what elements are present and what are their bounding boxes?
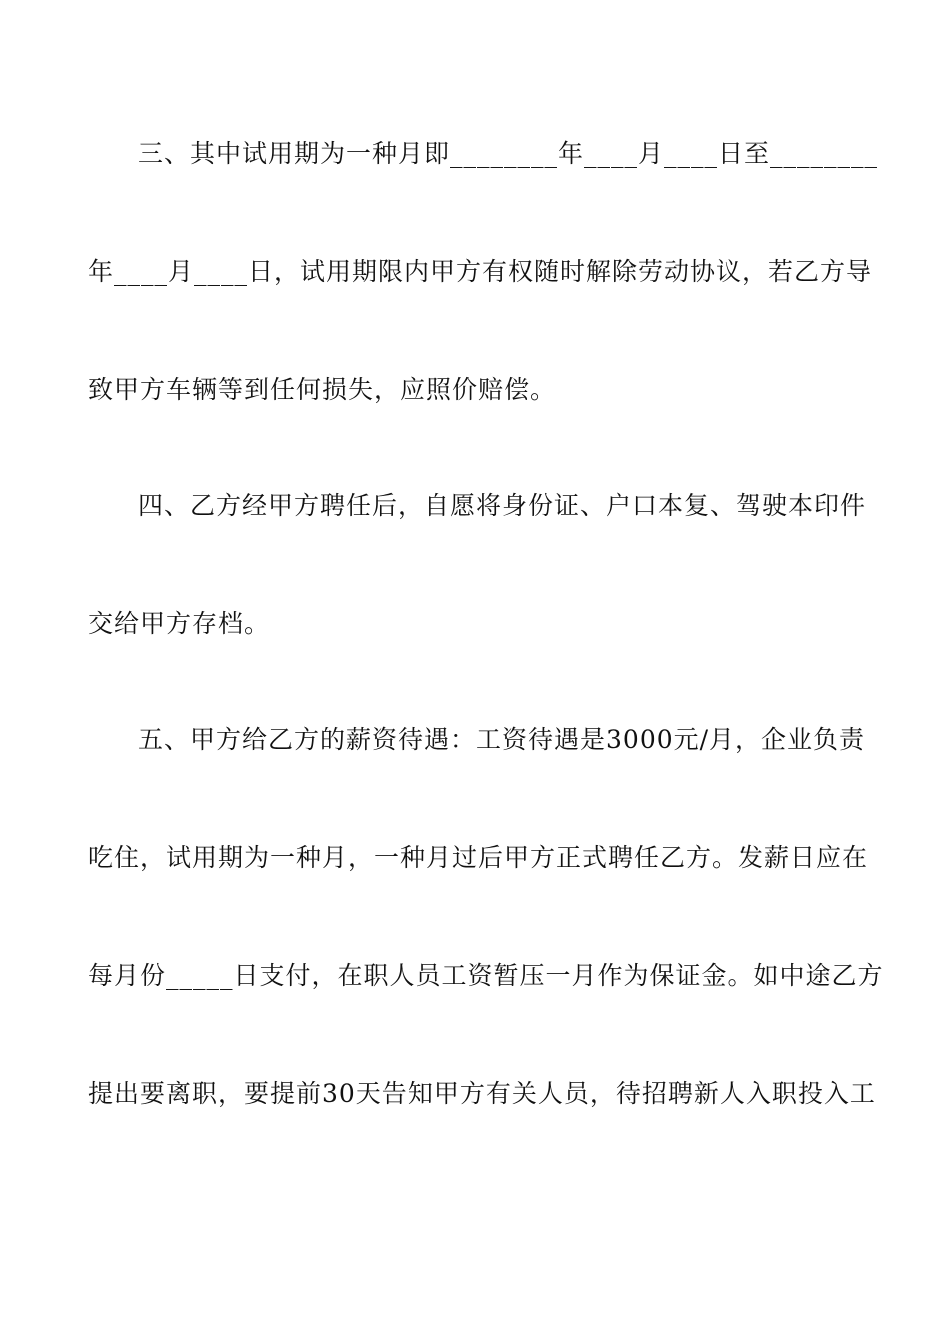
paragraph-5-line-2: 吃住，试用期为一种月，一种月过后甲方正式聘任乙方。发薪日应在 (88, 843, 869, 872)
paragraph-4-line-2: 交给甲方存档。 (88, 609, 271, 638)
paragraph-3-line-1: 三、其中试用期为一种月即________年____月____日至________ (138, 139, 879, 168)
paragraph-5-line-3: 每月份_____日支付，在职人员工资暂压一月作为保证金。如中途乙方 (88, 961, 884, 990)
paragraph-3-line-2: 年____月____日，试用期限内甲方有权随时解除劳动协议，若乙方导 (88, 257, 873, 286)
paragraph-5-line-1: 五、甲方给乙方的薪资待遇：工资待遇是3000元/月，企业负责 (138, 725, 866, 754)
paragraph-3-line-3: 致甲方车辆等到任何损失，应照价赔偿。 (88, 375, 557, 404)
paragraph-5-line-4: 提出要离职，要提前30天告知甲方有关人员，待招聘新人入职投入工 (88, 1079, 876, 1108)
paragraph-4-line-1: 四、乙方经甲方聘任后，自愿将身份证、户口本复、驾驶本印件 (138, 491, 867, 520)
